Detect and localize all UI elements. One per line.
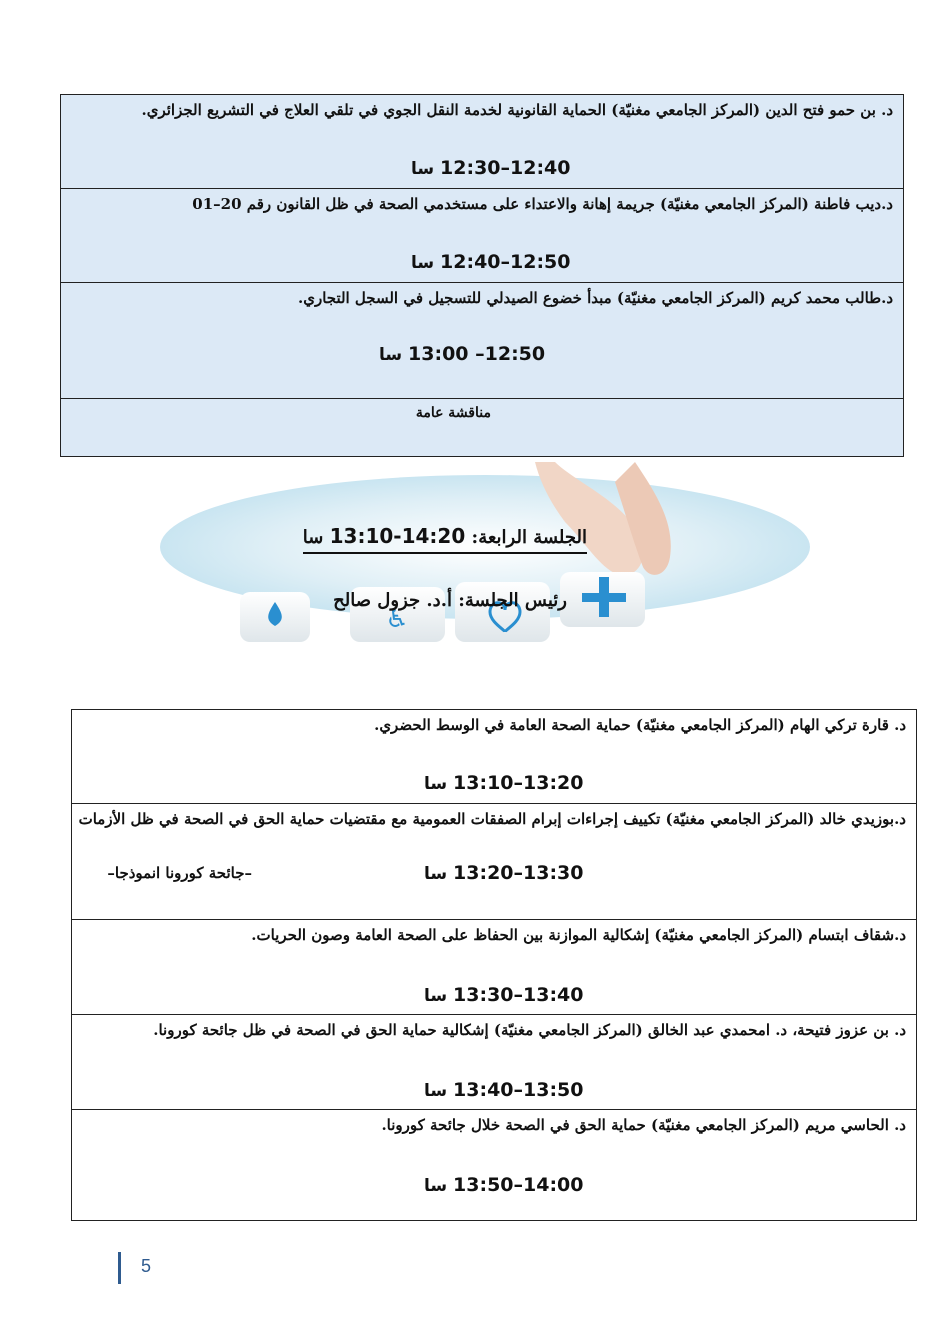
footer-divider xyxy=(118,1252,121,1284)
bottom-schedule-table xyxy=(71,709,917,1221)
table-row xyxy=(72,710,916,804)
presentation-title: د.طالب محمد كريم (المركز الجامعي مغنيّة) مبدأ خضوع الصيدلي للتسجيل في السجل التجاري. xyxy=(297,289,893,307)
page-number: 5 xyxy=(141,1256,152,1276)
table-row xyxy=(72,1110,916,1220)
presentation-title: د.ديب فاطنة (المركز الجامعي مغنيّة) جريمة إهانة والاعتداء على مستخدمي الصحة في ظل القانون رقم 20–01 xyxy=(192,195,893,213)
presentation-title: د. بن حمو فتح الدين (المركز الجامعي مغنيّة) الحماية القانونية لخدمة النقل الجوي في تلقي العلاج في التشريع الجزائري. xyxy=(141,101,893,119)
session-banner-image xyxy=(155,462,815,662)
time-slot: 13:50–13:40 سا xyxy=(424,1079,584,1101)
table-row xyxy=(61,399,903,457)
wheelchair-icon: ♿ xyxy=(385,604,409,634)
presentation-title: د.شقاف ابتسام (المركز الجامعي مغنيّة) إشكالية الموازنة بين الحفاظ على الصحة العامة وصون الحريات. xyxy=(251,926,906,944)
time-slot: 12:40–12:30 سا xyxy=(411,157,571,179)
table-row xyxy=(72,1015,916,1110)
table-row xyxy=(61,95,903,189)
plus-icon xyxy=(599,577,609,617)
presentation-title: د. الحاسي مريم (المركز الجامعي مغنيّة) حماية الحق في الصحة خلال جائحة كورونا. xyxy=(381,1116,906,1134)
session-title: الجلسة الرابعة: 14:20-13:10 سا xyxy=(303,524,587,554)
presentation-title: د. بن عزوز فتيحة، د. امحمدي عبد الخالق (المركز الجامعي مغنيّة) إشكالية حماية الحق في الصحة في ظل جائحة كورونا. xyxy=(153,1021,906,1039)
session-chair: رئيس الجلسة: أ.د. جزول صالح xyxy=(333,590,567,611)
presentation-title: د.بوزيدي خالد (المركز الجامعي مغنيّة) تكييف إجراءات إبرام الصفقات العمومية مع مقتضيات حماية الحق في الصحة في ظل الأزمات xyxy=(78,810,906,828)
general-discussion: مناقشة عامة xyxy=(415,405,491,421)
presentation-title: د. قارة تركي الهام (المركز الجامعي مغنيّة) حماية الصحة العامة في الوسط الحضري. xyxy=(374,716,906,734)
table-row: د.بوزيدي خالد (المركز الجامعي مغنيّة) تكييف إجراءات إبرام الصفقات العمومية مع مقتضيات حماية الحق في الصحة في ظل الأزمات –جائحة كورونا انموذجا– 13:30–13:20 سا xyxy=(72,804,916,920)
time-slot: 13:40–13:30 سا xyxy=(424,984,584,1006)
time-slot: 12:50–12:40 سا xyxy=(411,251,571,273)
table-row xyxy=(61,189,903,283)
time-slot: 12:50– 13:00 سا xyxy=(379,343,546,365)
time-slot: 13:30–13:20 سا xyxy=(424,862,584,884)
top-schedule-table xyxy=(60,94,904,457)
table-row xyxy=(61,283,903,399)
table-row xyxy=(72,920,916,1015)
time-slot: 13:20–13:10 سا xyxy=(424,772,584,794)
time-slot: 14:00–13:50 سا xyxy=(424,1174,584,1196)
